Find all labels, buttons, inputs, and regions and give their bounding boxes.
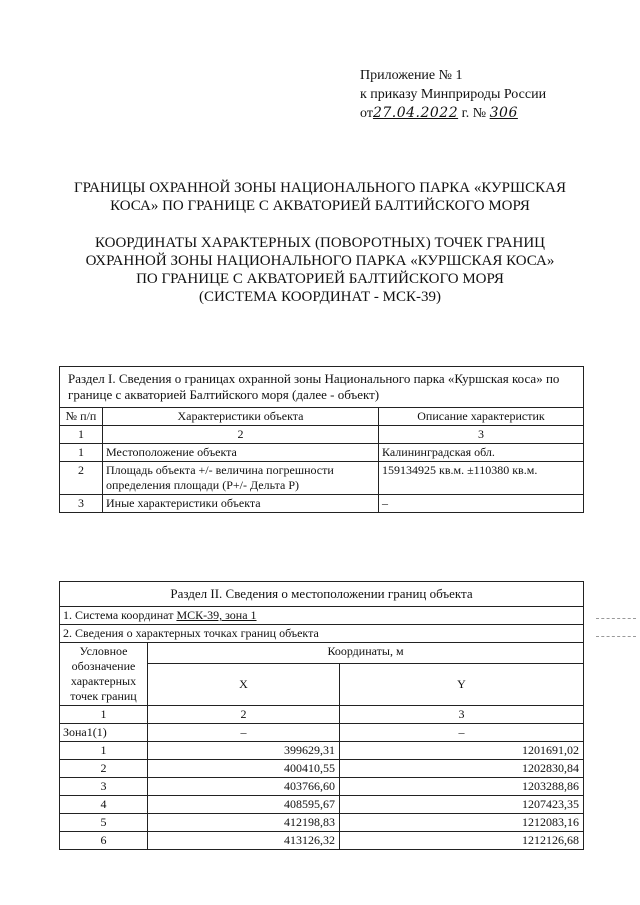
row-number: 3 <box>60 495 103 513</box>
coordinates-title <box>40 234 600 306</box>
title-line: ОХРАННОЙ ЗОНЫ НАЦИОНАЛЬНОГО ПАРКА «КУРШСКАЯ КОСА» <box>85 253 555 269</box>
table-row <box>60 778 584 796</box>
col-coordinates-header: Координаты, м <box>148 643 584 664</box>
description: 159134925 кв.м. ±110380 кв.м. <box>379 462 584 495</box>
point-x: 413126,32 <box>148 832 340 850</box>
col-point-label-header: Условное обозначение характерных точек границ <box>60 643 148 706</box>
coordinate-system <box>60 607 584 625</box>
appendix-label: Приложение № 1 <box>360 68 463 83</box>
point-y: 1212083,16 <box>340 814 584 832</box>
point-x: 408595,67 <box>148 796 340 814</box>
appendix-header <box>360 66 546 123</box>
point-label: 3 <box>60 778 148 796</box>
point-label: 6 <box>60 832 148 850</box>
section1-heading: Раздел I. Сведения о границах охранной зоны Национального парка «Куршская коса» по границе с акваторией Балтийского моря (далее - объект) <box>60 367 584 408</box>
order-date: 27.04.2022 <box>372 105 459 121</box>
description: Калининградская обл. <box>379 444 584 462</box>
col-number-header: № п/п <box>60 408 103 426</box>
section2-heading: Раздел II. Сведения о местоположении границ объекта <box>60 582 584 607</box>
point-y: 1201691,02 <box>340 742 584 760</box>
scan-artifact <box>596 618 636 619</box>
table-row <box>60 796 584 814</box>
column-index: 1 <box>60 426 103 444</box>
title-line: (СИСТЕМА КООРДИНАТ - МСК-39) <box>199 289 441 305</box>
zone-label: Зона1(1) <box>60 724 148 742</box>
system-value: МСК-39, зона 1 <box>176 608 257 622</box>
table-row <box>60 495 584 513</box>
table-row <box>60 832 584 850</box>
col-characteristic-header: Характеристики объекта <box>103 408 379 426</box>
points-heading: 2. Сведения о характерных точках границ объекта <box>60 625 584 643</box>
table-row <box>60 462 584 495</box>
document-title <box>40 179 600 215</box>
characteristic: Местоположение объекта <box>103 444 379 462</box>
title-line: ГРАНИЦЫ ОХРАННОЙ ЗОНЫ НАЦИОНАЛЬНОГО ПАРКА «КУРШСКАЯ <box>74 180 566 196</box>
point-x: 412198,83 <box>148 814 340 832</box>
column-index: 2 <box>148 706 340 724</box>
table-row <box>60 444 584 462</box>
point-label: 2 <box>60 760 148 778</box>
point-x: 403766,60 <box>148 778 340 796</box>
column-index: 1 <box>60 706 148 724</box>
table-row <box>60 760 584 778</box>
zone-x: – <box>148 724 340 742</box>
number-prefix: г. № <box>461 106 487 121</box>
column-index: 3 <box>379 426 584 444</box>
point-y: 1212126,68 <box>340 832 584 850</box>
section1-table <box>59 366 584 513</box>
point-y: 1202830,84 <box>340 760 584 778</box>
zone-row <box>60 724 584 742</box>
section2-table <box>59 581 584 850</box>
col-description-header: Описание характеристик <box>379 408 584 426</box>
table-row <box>60 814 584 832</box>
characteristic: Иные характеристики объекта <box>103 495 379 513</box>
title-line: КОСА» ПО ГРАНИЦЕ С АКВАТОРИЕЙ БАЛТИЙСКОГО МОРЯ <box>110 198 530 214</box>
point-y: 1207423,35 <box>340 796 584 814</box>
point-label: 4 <box>60 796 148 814</box>
title-line: КООРДИНАТЫ ХАРАКТЕРНЫХ (ПОВОРОТНЫХ) ТОЧЕК ГРАНИЦ <box>94 235 546 251</box>
zone-y: – <box>340 724 584 742</box>
point-label: 5 <box>60 814 148 832</box>
point-x: 399629,31 <box>148 742 340 760</box>
row-number: 2 <box>60 462 103 495</box>
table-row <box>60 742 584 760</box>
col-x-header: X <box>148 664 340 706</box>
order-reference: к приказу Минприроды России <box>360 87 547 102</box>
order-date-line <box>360 104 546 123</box>
order-number: 306 <box>489 105 518 121</box>
system-prefix: 1. Система координат <box>63 608 174 622</box>
point-x: 400410,55 <box>148 760 340 778</box>
column-index: 3 <box>340 706 584 724</box>
col-y-header: Y <box>340 664 584 706</box>
point-label: 1 <box>60 742 148 760</box>
column-index: 2 <box>103 426 379 444</box>
row-number: 1 <box>60 444 103 462</box>
description: – <box>379 495 584 513</box>
characteristic: Площадь объекта +/- величина погрешности определения площади (P+/- Дельта P) <box>103 462 379 495</box>
point-y: 1203288,86 <box>340 778 584 796</box>
scan-artifact <box>596 636 636 637</box>
title-line: ПО ГРАНИЦЕ С АКВАТОРИЕЙ БАЛТИЙСКОГО МОРЯ <box>136 271 504 287</box>
date-prefix: от <box>360 106 373 121</box>
